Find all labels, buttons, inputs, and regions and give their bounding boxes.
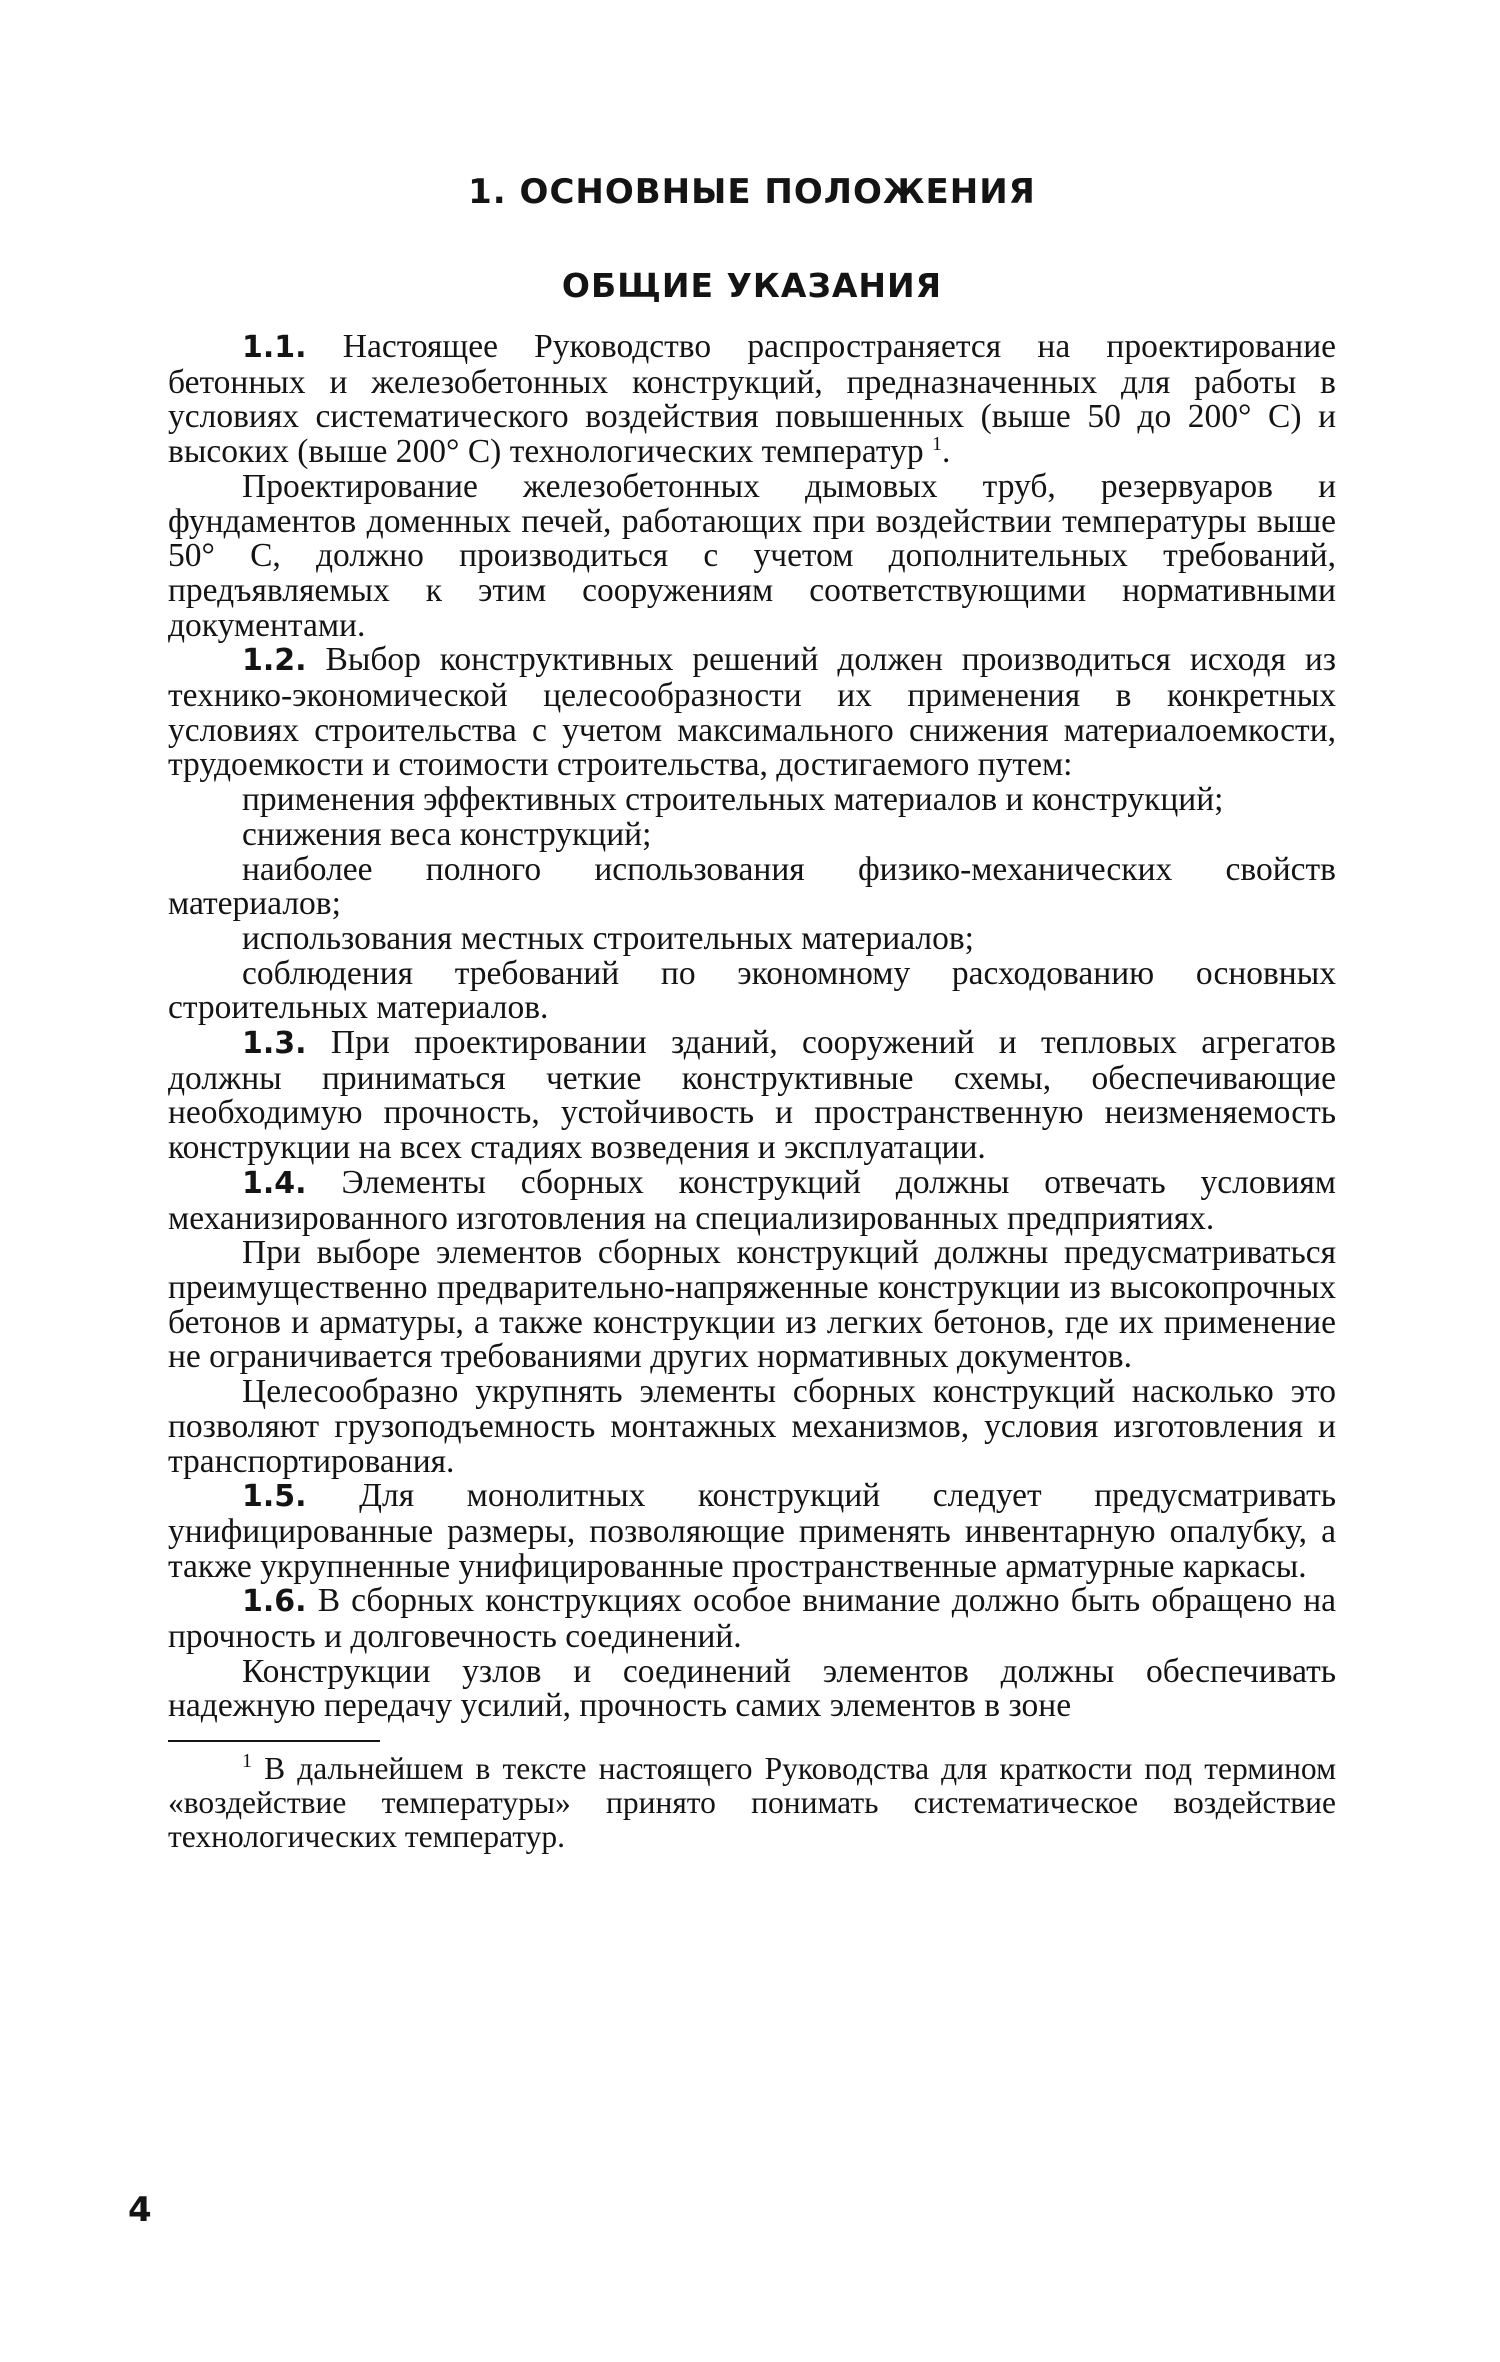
paragraph-text: Для монолитных конструкций следует предусматривать унифицированные размеры, позволяющие применять инвентарную опалубку, а также укрупненные унифицированные пространственные арматурные каркасы. xyxy=(168,1477,1336,1585)
list-item: соблюдения требований по экономному расходованию основных строительных материалов. xyxy=(168,954,1336,1027)
paragraph-number: 1.4. xyxy=(242,1165,307,1201)
paragraph-1-3 xyxy=(168,1026,1336,1166)
paragraph-number: 1.1. xyxy=(242,330,307,365)
paragraph-text: Элементы сборных конструкций должны отвечать условиям механизированного изготовления на специализированных предприятиях. xyxy=(168,1163,1336,1237)
list-item: наиболее полного использования физико-механических свойств материалов; xyxy=(168,850,1336,923)
document-page xyxy=(168,150,1336,1854)
body-text xyxy=(168,330,1336,1724)
paragraph-1-4-continued: При выборе элементов сборных конструкций должны предусматриваться преимущественно предварительно-напряженные конструкции из высокопрочных бетонов и арматуры, а также конструкции из легких бетонов, где их применение не ограничивается требованиями других нормативных документов. xyxy=(168,1234,1336,1376)
paragraph-1-1-continued: Проектирование железобетонных дымовых труб, резервуаров и фундаментов доменных печей, работающих при воздействии температуры выше 50° С, должно производиться с учетом дополнительных требований, предъявляемых к этим сооружениям соответствующими нормативными документами. xyxy=(168,467,1336,644)
paragraph-text: При проектировании зданий, сооружений и тепловых агрегатов должны приниматься четкие конструктивные схемы, обеспечивающие необходимую прочность, устойчивость и пространственную неизменяемость конструкции на всех стадиях возведения и эксплуатации. xyxy=(168,1024,1336,1167)
paragraph-text: Выбор конструктивных решений должен производиться исходя из технико-экономической целесообразности их применения в конкретных условиях строительства с учетом максимального снижения материалоемкости, трудоемкости и стоимости строительства, достигаемого путем: xyxy=(168,641,1336,784)
paragraph-1-5 xyxy=(168,1479,1336,1584)
paragraph-text: Настоящее Руководство распространяется на проектирование бетонных и железобетонных конструкций, предназначенных для работы в условиях систематического воздействия повышенных (выше 50 до 200° С) и высоких (выше 200° С) технологических температур xyxy=(168,328,1336,471)
paragraph-number: 1.3. xyxy=(242,1026,307,1062)
page-number: 4 xyxy=(128,2190,152,2230)
footnote xyxy=(168,1752,1336,1854)
paragraph-1-4-continued-2: Целесообразно укрупнять элементы сборных конструкций насколько это позволяют грузоподъемность монтажных механизмов, условия изготовления и транспортирования. xyxy=(168,1373,1336,1480)
paragraph-1-6-continued: Конструкции узлов и соединений элементов должны обеспечивать надежную передачу усилий, прочность самих элементов в зоне xyxy=(168,1652,1336,1725)
paragraph-text: В сборных конструкциях особое внимание должно быть обращено на прочность и долговечность соединений. xyxy=(168,1582,1336,1656)
paragraph-number: 1.6. xyxy=(242,1584,307,1620)
paragraph-1-2 xyxy=(168,643,1336,783)
list-item: применения эффективных строительных материалов и конструкций; xyxy=(242,781,1224,819)
chapter-title: 1. ОСНОВНЫЕ ПОЛОЖЕНИЯ xyxy=(468,172,1036,212)
paragraph-number: 1.2. xyxy=(242,643,307,679)
footnote-divider xyxy=(168,1740,380,1742)
section-title: ОБЩИЕ УКАЗАНИЯ xyxy=(561,266,943,305)
footnote-marker: 1 xyxy=(242,1750,252,1773)
list-item: использования местных строительных материалов; xyxy=(242,919,974,957)
footnote-text: В дальнейшем в тексте настоящего Руководства для краткости под термином «воздействие температуры» принято понимать систематическое воздействие технологических температур. xyxy=(168,1751,1337,1855)
footnote-ref[interactable]: 1 xyxy=(931,433,942,456)
paragraph-number: 1.5. xyxy=(242,1479,307,1515)
paragraph-1-6 xyxy=(168,1584,1336,1654)
paragraph-1-4 xyxy=(168,1163,1336,1237)
paragraph-1-1 xyxy=(168,330,1336,470)
paragraph-end: . xyxy=(941,433,951,471)
list-item: снижения веса конструкций; xyxy=(242,815,652,853)
